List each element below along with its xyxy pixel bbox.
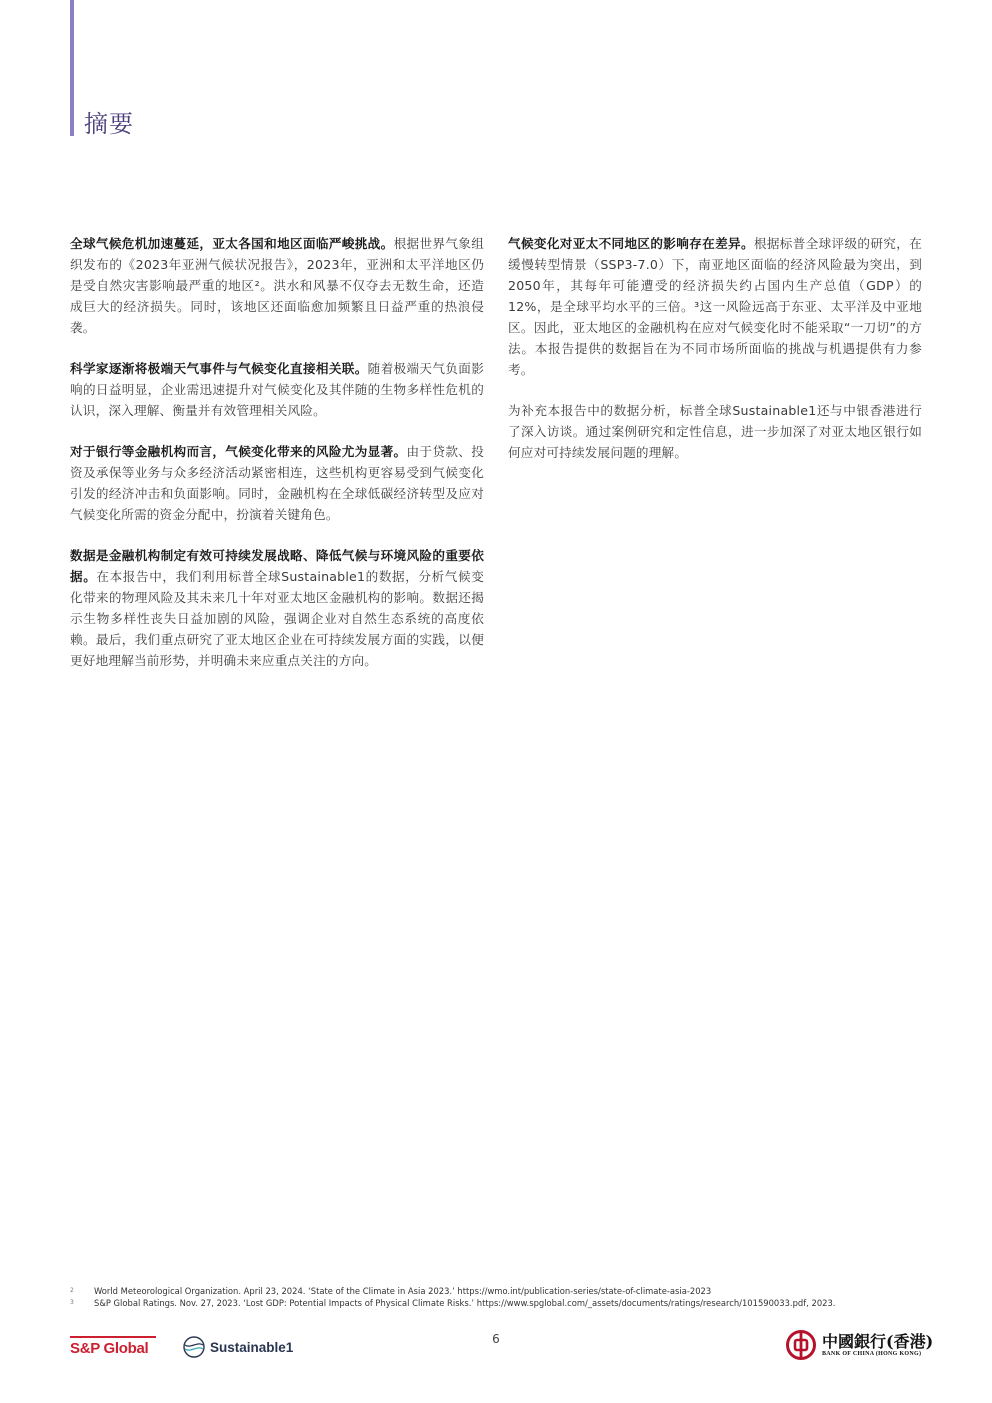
paragraph-lead: 数据是金融机构制定有效可持续发展战略、降低气候与环境风险的重要依据。 — [70, 548, 484, 584]
sp-global-logo — [70, 1336, 158, 1357]
title-accent-bar — [70, 0, 74, 136]
paragraph-body: 随着极端天气负面影响的日益明显，企业需迅速提升对气候变化及其伴随的生物多样性危机的认识，深入理解、衡量并有效管理相关风险。 — [70, 361, 484, 418]
paragraph-regional-differences — [508, 233, 922, 380]
boc-english-name: BANK OF CHINA (HONG KONG) — [822, 1351, 922, 1357]
paragraph-body: 在本报告中，我们利用标普全球Sustainable1的数据，分析气候变化带来的物理风险及其未来几十年对亚太地区金融机构的影响。数据还揭示生物多样性丧失日益加剧的风险，强调企业对自然生态系统的高度依赖。最后，我们重点研究了亚太地区企业在可持续发展方面的实践，以便更好地理解当前形势，并明确未来应重点关注的方向。 — [70, 569, 484, 668]
paragraph-lead: 气候变化对亚太不同地区的影响存在差异。 — [508, 236, 754, 251]
paragraph-body: 为补充本报告中的数据分析，标普全球Sustainable1还与中银香港进行了深入访谈。通过案例研究和定性信息，进一步加深了对亚太地区银行如何应对可持续发展问题的理解。 — [508, 403, 922, 460]
boc-emblem-icon — [786, 1330, 816, 1360]
paragraph-data-basis — [70, 545, 484, 671]
paragraph-body: 根据标普全球评级的研究，在缓慢转型情景（SSP3-7.0）下，南亚地区面临的经济风险最为突出，到2050年，其每年可能遭受的经济损失约占国内生产总值（GDP）的12%，是全球平均水平的三倍。³这一风险远高于东亚、太平洋及中亚地区。因此，亚太地区的金融机构在应对气候变化时不能采取“一刀切”的方法。本报告提供的数据旨在为不同市场所面临的挑战与机遇提供有力参考。 — [508, 236, 922, 377]
paragraph-body: 由于贷款、投资及承保等业务与众多经济活动紧密相连，这些机构更容易受到气候变化引发的经济冲击和负面影响。同时，金融机构在全球低碳经济转型及应对气候变化所需的资金分配中，扮演着关键角色。 — [70, 444, 485, 522]
right-column — [508, 233, 922, 483]
paragraph-lead: 对于银行等金融机构而言，气候变化带来的风险尤为显著。 — [70, 444, 407, 459]
paragraph-lead: 全球气候危机加速蔓延，亚太各国和地区面临严峻挑战。 — [70, 236, 394, 251]
footnote-number: 2 — [70, 1287, 74, 1294]
boc-hk-logo — [786, 1330, 933, 1360]
paragraph-interview — [508, 400, 922, 463]
footnote — [70, 1285, 930, 1297]
paragraph-financial-institutions — [70, 441, 484, 525]
paragraph-lead: 科学家逐渐将极端天气事件与气候变化直接相关联。 — [70, 361, 368, 376]
sustainable1-logo — [182, 1335, 293, 1359]
footnote-text: S&P Global Ratings. Nov. 27, 2023. ‘Lost GDP: Potential Impacts of Physical Climate Risks.’ https://www.spglobal.com/_assets/documents/ratings/research/101590033.pdf, 2023. — [94, 1298, 836, 1308]
page-title: 摘要 — [84, 110, 134, 138]
footnote-number: 3 — [70, 1299, 74, 1306]
left-column — [70, 233, 484, 691]
boc-text — [822, 1333, 933, 1357]
page-number: 6 — [492, 1332, 500, 1346]
page-footer — [0, 1326, 992, 1366]
sustainable1-globe-icon — [182, 1335, 206, 1359]
footnotes — [70, 1285, 930, 1309]
sustainable1-text: Sustainable1 — [210, 1339, 294, 1355]
boc-chinese-name: 中國銀行(香港) — [822, 1332, 934, 1351]
paragraph-climate-crisis — [70, 233, 484, 338]
sp-logo-text: S&P Global — [70, 1340, 149, 1357]
paragraph-body: 根据世界气象组织发布的《2023年亚洲气候状况报告》，2023年，亚洲和太平洋地区仍是受自然灾害影响最严重的地区²。洪水和风暴不仅夺去无数生命，还造成巨大的经济损失。同时，该地区还面临愈加频繁且日益严重的热浪侵袭。 — [70, 236, 485, 335]
footnote-text: World Meteorological Organization. April 23, 2024. ‘State of the Climate in Asia 2023.’ https://wmo.int/publication-series/state-of-climate-asia-2023 — [94, 1286, 712, 1296]
sp-logo-rule — [70, 1336, 156, 1338]
footnote — [70, 1297, 930, 1309]
paragraph-extreme-weather — [70, 358, 484, 421]
